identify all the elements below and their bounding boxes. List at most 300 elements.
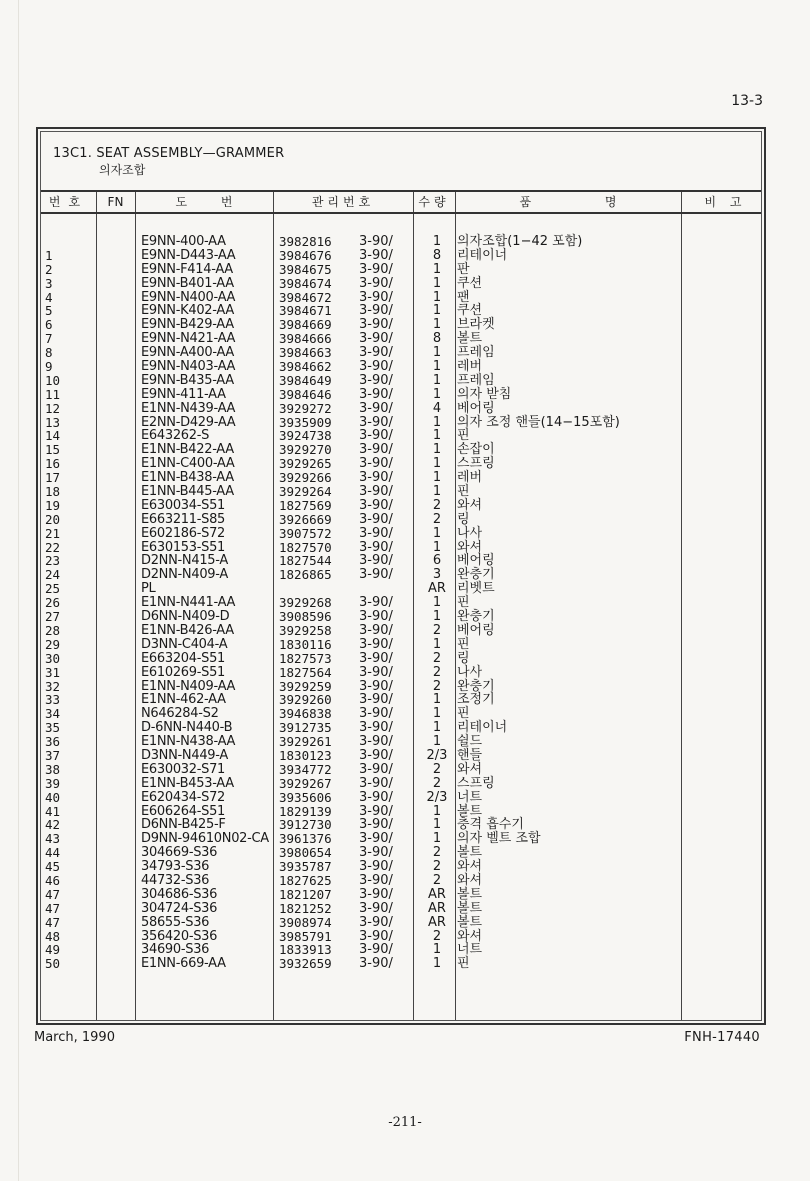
row-part-name: 핀 [457, 428, 470, 444]
row-drawing-number: E9NN-411-AA [141, 386, 226, 402]
row-management-number: 3929258 [279, 622, 332, 638]
row-quantity: 6 [432, 553, 442, 569]
row-management-number: 3929268 [279, 595, 332, 611]
row-date-code: 3-90/ [359, 859, 393, 875]
row-part-name: 볼트 [457, 900, 483, 916]
row-management-number: 3985791 [279, 928, 332, 944]
row-drawing-number: D3NN-N449-A [141, 747, 228, 763]
row-part-name: 링 [457, 511, 470, 527]
table-row [41, 624, 761, 638]
header-part-name: 품 명 [519, 195, 617, 209]
row-management-number: 1830123 [279, 747, 332, 763]
row-quantity: 1 [432, 359, 442, 375]
row-date-code: 3-90/ [359, 234, 393, 249]
row-management-number: 3929265 [279, 456, 332, 472]
table-row [41, 568, 761, 582]
page-number: 13-3 [731, 93, 763, 109]
row-part-name: 나사 [457, 664, 483, 680]
table-row [41, 749, 761, 763]
row-part-name: 스프링 [457, 775, 495, 791]
row-part-name: 쿠션 [457, 303, 483, 319]
table-row [41, 443, 761, 457]
row-management-number: 1833913 [279, 942, 332, 958]
row-part-name: 볼트 [457, 331, 483, 347]
row-quantity: 1 [432, 609, 442, 625]
row-number: 48 [45, 928, 61, 944]
row-drawing-number: E9NN-B401-AA [141, 275, 234, 291]
row-date-code: 3-90/ [359, 928, 393, 944]
row-management-number: 3929267 [279, 775, 332, 791]
row-drawing-number: E610269-S51 [141, 664, 226, 680]
table-row [41, 763, 761, 777]
row-management-number: 3908974 [279, 914, 332, 930]
row-management-number: 3935787 [279, 859, 332, 875]
header-no: 번호 [48, 195, 89, 209]
scan-edge-line [18, 0, 19, 1181]
row-drawing-number: E1NN-N441-AA [141, 595, 236, 611]
row-quantity: 1 [432, 956, 442, 972]
table-row [41, 291, 761, 305]
row-date-code: 3-90/ [359, 303, 393, 319]
table-row [41, 346, 761, 360]
row-number: 36 [45, 734, 61, 750]
row-part-name: 볼트 [457, 803, 483, 819]
row-date-code: 3-90/ [359, 747, 393, 763]
row-date-code: 3-90/ [359, 845, 393, 861]
row-quantity: 1 [432, 817, 442, 833]
row-part-name: 쿠션 [457, 275, 483, 291]
row-management-number: 3932659 [279, 956, 332, 972]
table-row [41, 374, 761, 388]
row-part-name: 손잡이 [457, 442, 495, 458]
row-date-code: 3-90/ [359, 331, 393, 347]
row-quantity: 1 [432, 636, 442, 652]
table-row [41, 610, 761, 624]
table-row [41, 680, 761, 694]
row-drawing-number: E9NN-A400-AA [141, 345, 234, 361]
row-date-code: 3-90/ [359, 886, 393, 902]
table-row [41, 666, 761, 680]
row-quantity: 2 [432, 650, 442, 666]
row-management-number: 1827544 [279, 553, 332, 569]
table-row [41, 360, 761, 374]
table-row [41, 818, 761, 832]
row-drawing-number: D-6NN-N440-B [141, 720, 233, 736]
row-date-code: 3-90/ [359, 359, 393, 375]
row-date-code: 3-90/ [359, 817, 393, 833]
row-management-number: 3929260 [279, 692, 332, 708]
row-quantity: AR [428, 914, 446, 930]
row-drawing-number: D3NN-C404-A [141, 636, 228, 652]
row-number: 29 [45, 636, 61, 652]
row-drawing-number: E1NN-N439-AA [141, 400, 236, 416]
row-part-name: 베어링 [457, 622, 495, 638]
row-number: 43 [45, 831, 61, 847]
row-drawing-number: E1NN-C400-AA [141, 456, 235, 472]
row-number: 9 [45, 359, 53, 375]
row-number: 1 [45, 247, 53, 263]
table-row [41, 318, 761, 332]
row-quantity: 2 [432, 678, 442, 694]
row-drawing-number: E1NN-B445-AA [141, 484, 234, 500]
row-management-number: 3924738 [279, 428, 332, 444]
row-management-number: 3984646 [279, 386, 332, 402]
row-management-number: 3935606 [279, 789, 332, 805]
row-quantity: 1 [432, 803, 442, 819]
row-part-name: 의자조합(1−42 포함) [457, 234, 583, 249]
table-row [41, 235, 761, 249]
row-drawing-number: E1NN-462-AA [141, 692, 226, 708]
row-date-code: 3-90/ [359, 942, 393, 958]
row-drawing-number: 304686-S36 [141, 886, 218, 902]
table-row [41, 916, 761, 930]
row-management-number: 3912730 [279, 817, 332, 833]
table-row [41, 277, 761, 291]
row-drawing-number: 44732-S36 [141, 872, 210, 888]
row-number: 10 [45, 372, 61, 388]
table-row [41, 513, 761, 527]
row-drawing-number: 304669-S36 [141, 845, 218, 861]
table-row [41, 429, 761, 443]
row-number: 33 [45, 692, 61, 708]
row-management-number: 3982816 [279, 234, 332, 249]
row-quantity: 2 [432, 622, 442, 638]
table-row [41, 332, 761, 346]
row-quantity: 1 [432, 261, 442, 277]
row-quantity: 1 [432, 720, 442, 736]
row-number: 27 [45, 609, 61, 625]
table-row [41, 707, 761, 721]
footer-page-label: -211- [388, 1115, 422, 1130]
row-quantity: 1 [432, 539, 442, 555]
parts-list-frame [36, 127, 766, 1025]
row-drawing-number: E9NN-B429-AA [141, 317, 234, 333]
row-quantity: 2 [432, 775, 442, 791]
table-row [41, 541, 761, 555]
row-number: 8 [45, 345, 53, 361]
row-management-number: 3912735 [279, 720, 332, 736]
row-number: 38 [45, 761, 61, 777]
table-row [41, 388, 761, 402]
row-date-code: 3-90/ [359, 775, 393, 791]
table-row [41, 499, 761, 513]
row-part-name: 의자 받침 [457, 386, 512, 402]
row-quantity: 2 [432, 872, 442, 888]
row-drawing-number: E1NN-B422-AA [141, 442, 234, 458]
row-quantity: 8 [432, 247, 442, 263]
row-number: 11 [45, 386, 61, 402]
row-date-code: 3-90/ [359, 831, 393, 847]
row-quantity: 2 [432, 859, 442, 875]
row-drawing-number: D6NN-N409-D [141, 609, 230, 625]
table-row [41, 902, 761, 916]
row-management-number: 3929270 [279, 442, 332, 458]
row-part-name: 베어링 [457, 553, 495, 569]
row-number: 19 [45, 497, 61, 513]
row-number: 30 [45, 650, 61, 666]
table-row [41, 693, 761, 707]
row-number: 2 [45, 261, 53, 277]
row-number: 31 [45, 664, 61, 680]
row-quantity: 1 [432, 692, 442, 708]
table-row [41, 582, 761, 596]
row-part-name: 와셔 [457, 539, 483, 555]
row-number: 32 [45, 678, 61, 694]
row-management-number: 3984675 [279, 261, 332, 277]
row-date-code: 3-90/ [359, 247, 393, 263]
row-number: 15 [45, 442, 61, 458]
row-date-code: 3-90/ [359, 539, 393, 555]
row-number: 21 [45, 525, 61, 541]
row-management-number: 3984663 [279, 345, 332, 361]
row-quantity: 2 [432, 511, 442, 527]
row-quantity: 1 [432, 317, 442, 333]
row-drawing-number: E630032-S71 [141, 761, 226, 777]
row-number: 50 [45, 956, 61, 972]
row-management-number: 3984649 [279, 372, 332, 388]
row-drawing-number: D2NN-N415-A [141, 553, 228, 569]
row-number: 44 [45, 845, 61, 861]
row-number: 17 [45, 470, 61, 486]
table-row [41, 638, 761, 652]
row-drawing-number: E9NN-N403-AA [141, 359, 236, 375]
header-remark: 비 고 [704, 195, 742, 209]
row-drawing-number: E663211-S85 [141, 511, 226, 527]
table-row [41, 874, 761, 888]
row-quantity: 2 [432, 845, 442, 861]
table-row [41, 304, 761, 318]
row-drawing-number: E663204-S51 [141, 650, 226, 666]
row-part-name: 스프링 [457, 456, 495, 472]
row-management-number: 1830116 [279, 636, 332, 652]
row-quantity: 1 [432, 831, 442, 847]
row-number: 24 [45, 567, 61, 583]
row-part-name: 의자 조정 핸들(14−15포함) [457, 414, 620, 430]
row-drawing-number: E1NN-B438-AA [141, 470, 234, 486]
row-date-code: 3-90/ [359, 650, 393, 666]
row-management-number: 3929266 [279, 470, 332, 486]
row-date-code: 3-90/ [359, 525, 393, 541]
row-part-name: 핀 [457, 595, 470, 611]
row-part-name: 프레임 [457, 372, 495, 388]
row-quantity: 1 [432, 289, 442, 305]
row-drawing-number: D6NN-B425-F [141, 817, 226, 833]
row-quantity: 1 [432, 942, 442, 958]
row-management-number: 3907572 [279, 525, 332, 541]
table-row [41, 249, 761, 263]
row-number: 22 [45, 539, 61, 555]
row-date-code: 3-90/ [359, 261, 393, 277]
row-part-name: 레버 [457, 470, 483, 486]
row-number: 26 [45, 595, 61, 611]
row-management-number: 3929261 [279, 734, 332, 750]
table-row [41, 263, 761, 277]
row-date-code: 3-90/ [359, 289, 393, 305]
row-part-name: 팬 [457, 289, 470, 305]
row-date-code: 3-90/ [359, 470, 393, 486]
row-management-number: 1826865 [279, 567, 332, 583]
table-row [41, 943, 761, 957]
row-number: 6 [45, 317, 53, 333]
row-management-number: 1827564 [279, 664, 332, 680]
row-date-code: 3-90/ [359, 386, 393, 402]
table-row [41, 832, 761, 846]
row-number: 47 [45, 886, 61, 902]
row-part-name: 볼트 [457, 914, 483, 930]
row-number: 25 [45, 581, 61, 597]
row-part-name: 리테이너 [457, 247, 508, 263]
row-number: 37 [45, 747, 61, 763]
row-part-name: 너트 [457, 789, 483, 805]
row-part-name: 조정기 [457, 692, 495, 708]
row-number: 35 [45, 720, 61, 736]
row-management-number: 3984666 [279, 331, 332, 347]
row-date-code: 3-90/ [359, 317, 393, 333]
row-date-code: 3-90/ [359, 803, 393, 819]
row-management-number: 3935909 [279, 414, 332, 430]
row-number: 42 [45, 817, 61, 833]
row-number: 14 [45, 428, 61, 444]
table-row [41, 652, 761, 666]
row-drawing-number: N646284-S2 [141, 706, 219, 722]
row-drawing-number: E9NN-N421-AA [141, 331, 236, 347]
table-row [41, 457, 761, 471]
row-part-name: 프레임 [457, 345, 495, 361]
row-number: 34 [45, 706, 61, 722]
row-part-name: 핀 [457, 484, 470, 500]
table-row [41, 485, 761, 499]
row-date-code: 3-90/ [359, 692, 393, 708]
table-row [41, 777, 761, 791]
row-part-name: 핀 [457, 706, 470, 722]
row-quantity: 1 [432, 456, 442, 472]
row-drawing-number: 34690-S36 [141, 942, 210, 958]
footer-date: March, 1990 [34, 1030, 115, 1045]
table-row [41, 846, 761, 860]
row-management-number: 1827570 [279, 539, 332, 555]
row-management-number: 3984669 [279, 317, 332, 333]
row-management-number: 1821252 [279, 900, 332, 916]
row-drawing-number: E630153-S51 [141, 539, 226, 555]
row-quantity: 2 [432, 928, 442, 944]
row-quantity: 2/3 [426, 789, 448, 805]
table-row [41, 527, 761, 541]
row-quantity: 1 [432, 428, 442, 444]
row-drawing-number: E1NN-N438-AA [141, 734, 236, 750]
header-qty: 수량 [418, 195, 450, 209]
row-number: 49 [45, 942, 61, 958]
table-row [41, 735, 761, 749]
row-quantity: 2 [432, 664, 442, 680]
row-number: 5 [45, 303, 53, 319]
row-date-code: 3-90/ [359, 789, 393, 805]
row-drawing-number: PL [141, 581, 156, 597]
row-number: 13 [45, 414, 61, 430]
row-quantity: 2 [432, 761, 442, 777]
row-part-name: 와셔 [457, 859, 483, 875]
parts-table [41, 190, 761, 1020]
table-row [41, 805, 761, 819]
row-drawing-number: E606264-S51 [141, 803, 226, 819]
row-management-number: 3980654 [279, 845, 332, 861]
row-date-code: 3-90/ [359, 706, 393, 722]
row-drawing-number: E1NN-B426-AA [141, 622, 234, 638]
row-part-name: 나사 [457, 525, 483, 541]
row-part-name: 와셔 [457, 928, 483, 944]
row-part-name: 볼트 [457, 845, 483, 861]
row-drawing-number: 34793-S36 [141, 859, 210, 875]
row-part-name: 의자 벨트 조합 [457, 831, 541, 847]
row-management-number: 3984672 [279, 289, 332, 305]
parts-list-inner-border [40, 131, 762, 1021]
row-date-code: 3-90/ [359, 622, 393, 638]
row-date-code: 3-90/ [359, 900, 393, 916]
row-part-name: 와셔 [457, 497, 483, 513]
row-quantity: 2/3 [426, 747, 448, 763]
table-row [41, 791, 761, 805]
row-date-code: 3-90/ [359, 872, 393, 888]
row-drawing-number: 58655-S36 [141, 914, 210, 930]
row-management-number: 3984662 [279, 359, 332, 375]
row-number: 18 [45, 484, 61, 500]
row-date-code: 3-90/ [359, 400, 393, 416]
row-number: 12 [45, 400, 61, 416]
row-part-name: 쉴드 [457, 734, 483, 750]
row-management-number: 3929272 [279, 400, 332, 416]
table-row [41, 471, 761, 485]
row-part-name: 레버 [457, 359, 483, 375]
row-drawing-number: E630034-S51 [141, 497, 226, 513]
row-date-code: 3-90/ [359, 484, 393, 500]
row-date-code: 3-90/ [359, 595, 393, 611]
row-quantity: 4 [432, 400, 442, 416]
section-title: 13C1. SEAT ASSEMBLY—GRAMMER [53, 146, 285, 161]
row-quantity: 1 [432, 442, 442, 458]
row-quantity: 1 [432, 414, 442, 430]
row-part-name: 리벳트 [457, 581, 495, 597]
row-quantity: 1 [432, 234, 442, 249]
row-management-number: 3908596 [279, 609, 332, 625]
row-number: 39 [45, 775, 61, 791]
row-date-code: 3-90/ [359, 414, 393, 430]
row-quantity: 1 [432, 595, 442, 611]
row-number: 16 [45, 456, 61, 472]
row-date-code: 3-90/ [359, 609, 393, 625]
table-row [41, 930, 761, 944]
row-quantity: 1 [432, 734, 442, 750]
row-management-number: 1827569 [279, 497, 332, 513]
header-management-no: 관리번호 [311, 195, 375, 209]
row-quantity: 1 [432, 525, 442, 541]
row-quantity: 1 [432, 706, 442, 722]
row-date-code: 3-90/ [359, 511, 393, 527]
row-quantity: AR [428, 581, 446, 597]
row-management-number: 3984676 [279, 247, 332, 263]
row-part-name: 볼트 [457, 886, 483, 902]
row-number: 3 [45, 275, 53, 291]
row-quantity: 1 [432, 345, 442, 361]
row-management-number: 1827625 [279, 872, 332, 888]
row-part-name: 링 [457, 650, 470, 666]
row-date-code: 3-90/ [359, 553, 393, 569]
table-row [41, 888, 761, 902]
header-drawing-no: 도 번 [175, 195, 233, 209]
row-quantity: 1 [432, 303, 442, 319]
footer-doc-code: FNH-17440 [684, 1030, 760, 1045]
row-part-name: 완충기 [457, 609, 495, 625]
row-part-name: 와셔 [457, 872, 483, 888]
row-number: 7 [45, 331, 53, 347]
